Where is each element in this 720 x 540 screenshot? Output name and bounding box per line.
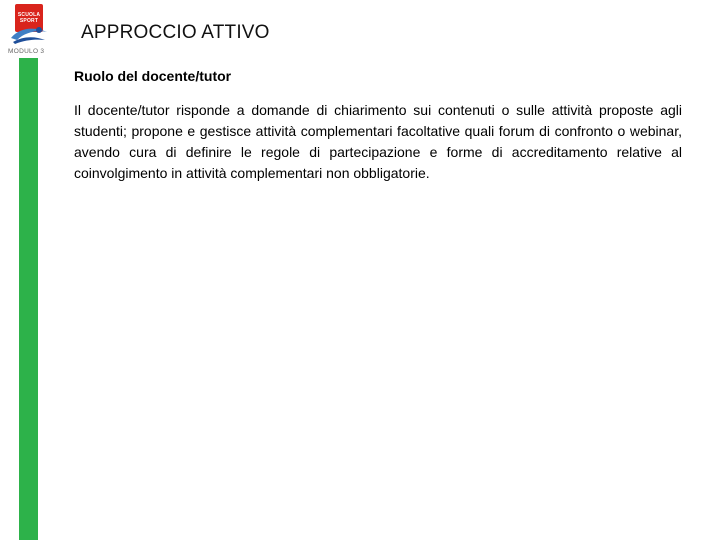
logo-swoosh-icon (9, 22, 49, 46)
slide-body-text: Il docente/tutor risponde a domande di chiarimento sui contenuti o sulle attività proposte agli studenti; propone e gestisce attività complementari facoltative quali forum di confronto o webinar, avendo cura di definire le regole di partecipazione e forme di accreditamento relative al coinvolgimento in attività complementari non obbligatorie. (74, 102, 682, 181)
logo-text-line1: SCUOLA (17, 12, 41, 18)
scuola-sport-logo (9, 4, 49, 46)
module-label: MODULO 3 (8, 48, 45, 55)
logo-text-line2: SPORT (19, 18, 39, 24)
sidebar-accent-bar (19, 58, 38, 540)
slide-title: APPROCCIO ATTIVO (81, 22, 270, 43)
slide-subtitle: Ruolo del docente/tutor (74, 68, 232, 84)
